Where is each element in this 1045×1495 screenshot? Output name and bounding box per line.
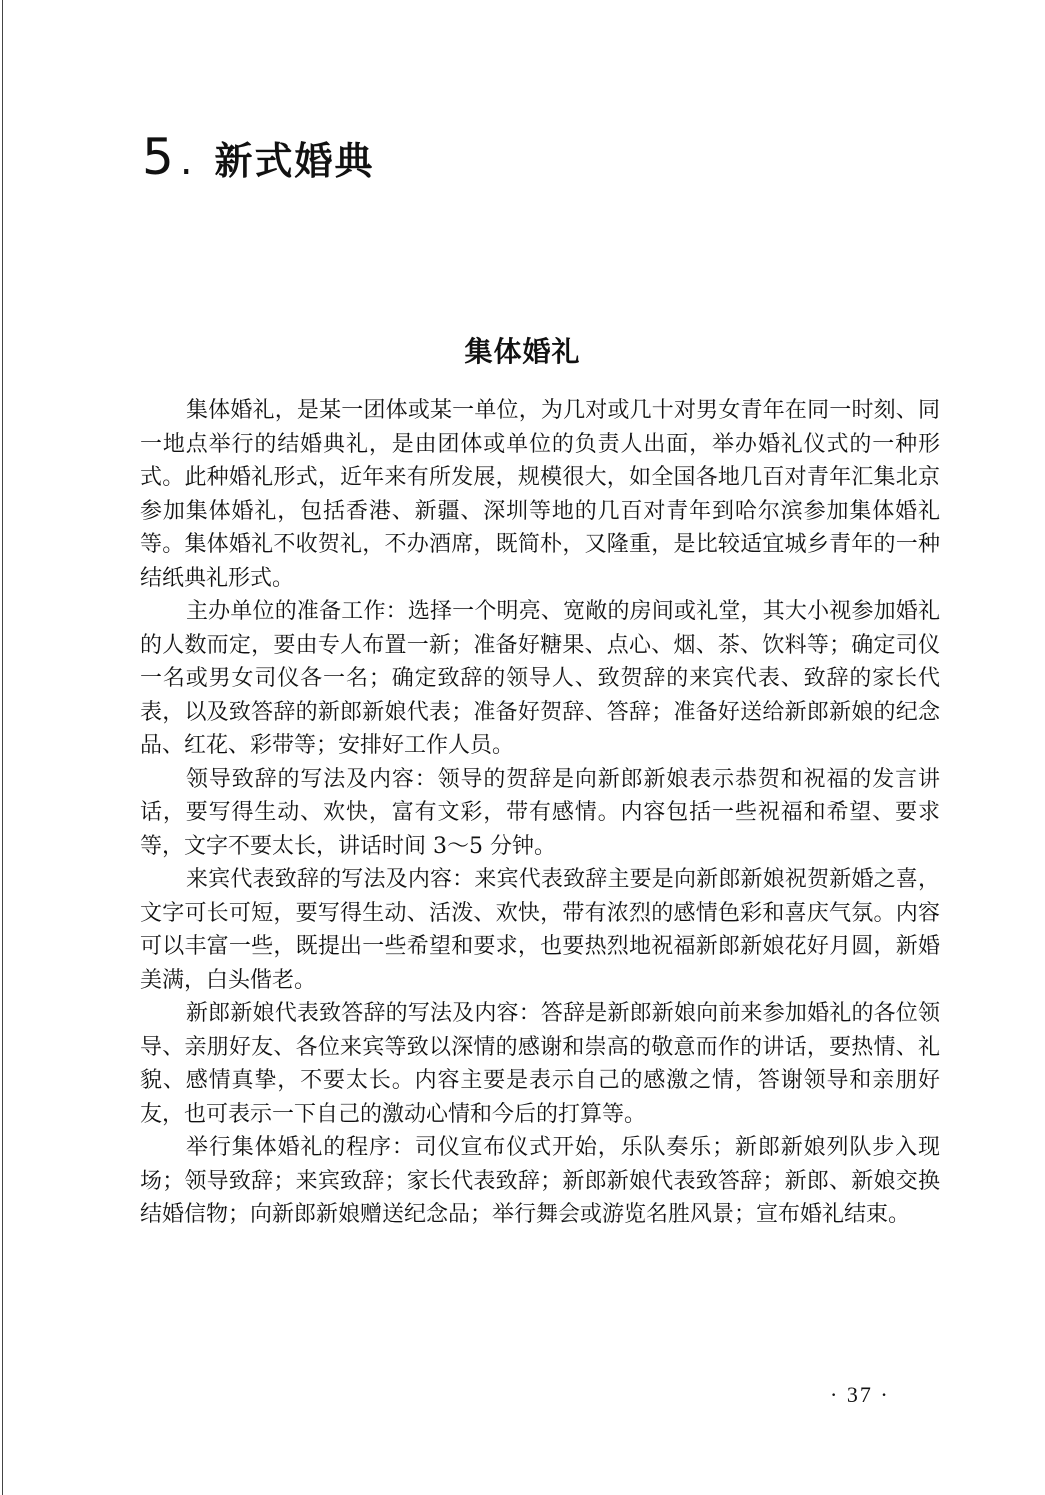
body-text: [140, 394, 940, 1232]
paragraph-intro: 集体婚礼，是某一团体或某一单位，为几对或几十对男女青年在同一时刻、同一地点举行的结婚典礼，是由团体或单位的负责人出面，举办婚礼仪式的一种形式。此种婚礼形式，近年来有所发展，规模很大，如全国各地几百对青年汇集北京参加集体婚礼，包括香港、新疆、深圳等地的几百对青年到哈尔滨参加集体婚礼等。集体婚礼不收贺礼，不办酒席，既简朴，又隆重，是比较适宜城乡青年的一种结纸典礼形式。: [140, 398, 940, 591]
page-edge-line: [2, 0, 3, 1495]
chapter-heading: [142, 128, 375, 188]
section-title: 集体婚礼: [464, 335, 581, 368]
page-number: · 37 ·: [830, 1382, 890, 1407]
chapter-number-dot: .: [179, 138, 193, 184]
paragraph-guest-speech: 来宾代表致辞的写法及内容：来宾代表致辞主要是向新郎新娘祝贺新婚之喜，文字可长可短，要写得生动、活泼、欢快，带有浓烈的感情色彩和喜庆气氛。内容可以丰富一些，既提出一些希望和要求，也要热烈地祝福新郎新娘花好月圆，新婚美满，白头偕老。: [140, 867, 940, 993]
chapter-title: 新式婚典: [214, 139, 375, 183]
paragraph-leader-speech: 领导致辞的写法及内容：领导的贺辞是向新郎新娘表示恭贺和祝福的发言讲话，要写得生动、欢快，富有文彩，带有感情。内容包括一些祝福和希望、要求等，文字不要太长，讲话时间 3～5 分钟。: [140, 766, 940, 859]
paragraph-preparation: 主办单位的准备工作：选择一个明亮、宽敞的房间或礼堂，其大小视参加婚礼的人数而定，要由专人布置一新；准备好糖果、点心、烟、茶、饮料等；确定司仪一名或男女司仪各一名；确定致辞的领导人、致贺辞的来宾代表、致辞的家长代表，以及致答辞的新郎新娘代表；准备好贺辞、答辞；准备好送给新郎新娘的纪念品、红花、彩带等；安排好工作人员。: [140, 599, 940, 758]
paragraph-ceremony-procedure: 举行集体婚礼的程序：司仪宣布仪式开始，乐队奏乐；新郎新娘列队步入现场；领导致辞；来宾致辞；家长代表致辞；新郎新娘代表致答辞；新郎、新娘交换结婚信物；向新郎新娘赠送纪念品；举行舞会或游览名胜风景；宣布婚礼结束。: [140, 1135, 940, 1227]
paragraph-couple-reply: 新郎新娘代表致答辞的写法及内容：答辞是新郎新娘向前来参加婚礼的各位领导、亲朋好友、各位来宾等致以深情的感谢和崇高的敬意而作的讲话，要热情、礼貌、感情真挚，不要太长。内容主要是表示自己的感激之情，答谢领导和亲朋好友，也可表示一下自己的激动心情和今后的打算等。: [140, 1001, 940, 1127]
chapter-number: 5: [142, 128, 174, 186]
